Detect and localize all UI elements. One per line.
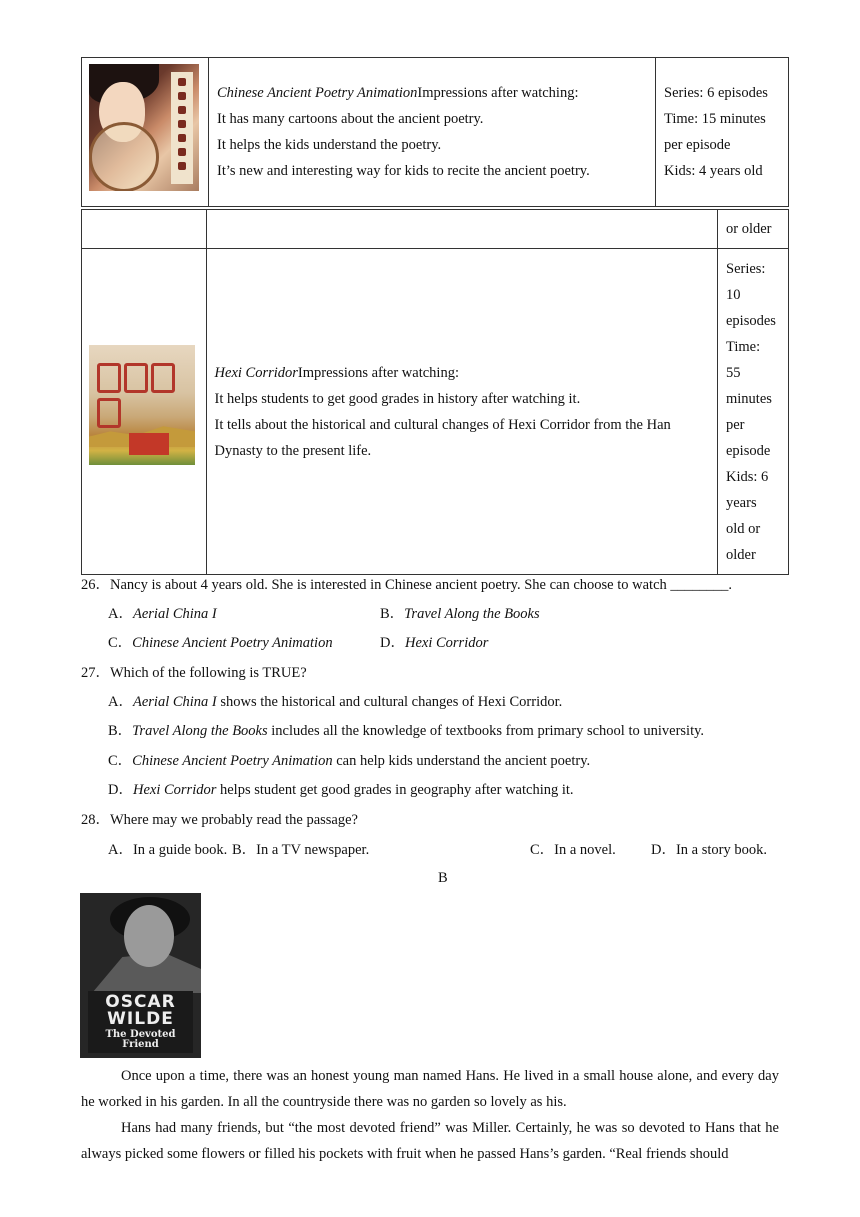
option-letter: B． [380,606,405,622]
question-27-stem: 27．Which of the following is TRUE? [81,665,307,681]
info-line: per episode [664,137,731,153]
q26-option-d[interactable] [380,633,488,653]
option-letter: C． [108,635,133,651]
q26-option-a[interactable] [108,604,217,624]
option-title: Chinese Ancient Poetry Animation [132,753,333,769]
info-line: per [726,416,745,433]
impression-line: It tells about the historical and cultural changes of Hexi Corridor from the Han [214,416,671,433]
impressions-label: Impressions after watching: [417,85,579,101]
option-letter: D． [108,782,133,798]
q27-option-b[interactable] [108,721,704,741]
picture-cell [82,210,207,249]
info-line: 55 [726,364,741,381]
q27-option-c[interactable] [108,751,590,771]
option-text: Travel Along the Books [404,606,540,622]
question-26-stem: 26．Nancy is about 4 years old. She is interested in Chinese ancient poetry. She can choose to watch ________. [81,577,733,593]
impression-line: It helps students to get good grades in history after watching it. [214,390,581,407]
info-line: years [726,494,757,511]
poetry-animation-poster [89,64,199,191]
impression-line: It helps the kids understand the poetry. [217,137,442,153]
description-cell [206,210,717,249]
impression-line: It’s new and interesting way for kids to recite the ancient poetry. [217,163,590,179]
program-title: Hexi Corridor [214,364,298,381]
section-heading: B [438,870,448,886]
option-text: Chinese Ancient Poetry Animation [132,635,333,651]
q27-option-a[interactable] [108,692,562,712]
passage-paragraph: Once upon a time, there was an honest young man named Hans. He lived in a small house alone, and every day he worked in his garden. In all the countryside there was no garden so lovely as his. [81,1068,779,1110]
q28-option-c[interactable]: C．In a novel. [530,842,616,858]
option-text: includes all the knowledge of textbooks from primary school to university. [267,723,705,739]
passage-paragraph: Hans had many friends, but “the most devoted friend” was Miller. Certainly, he was so devoted to Hans that he always picked some flowers or filled his pockets with fruit when he passed Hans’s garden. “Real friends should [81,1120,779,1162]
impression-line: It has many cartoons about the ancient poetry. [217,111,484,127]
description-cell [206,249,717,575]
option-title: Travel Along the Books [132,723,268,739]
option-title: Hexi Corridor [132,782,217,798]
info-cell [718,249,789,575]
info-cell [656,58,789,207]
info-line: minutes [726,390,772,407]
description-cell [209,58,656,207]
option-title: Aerial China I [132,694,217,710]
info-line: episode [726,442,771,459]
info-line: Kids: 4 years old [664,163,763,179]
info-line: Kids: 6 [726,468,769,485]
q28-option-a[interactable]: A．In a guide book. [108,842,228,858]
hexi-corridor-poster [89,345,195,465]
q26-option-b[interactable] [380,604,540,624]
info-line: old or [726,520,761,537]
info-line: Time: [726,338,761,355]
info-line: episodes [726,312,776,329]
book-title: The Devoted Friend [105,1029,176,1050]
option-text: helps student get good grades in geography after watching it. [216,782,574,798]
q27-option-d[interactable] [108,780,574,800]
option-text: shows the historical and cultural changes of Hexi Corridor. [216,694,563,710]
option-text: Aerial China I [132,606,217,622]
info-line: 10 [726,286,741,303]
info-line: Series: [726,260,766,277]
impressions-label: Impressions after watching: [297,364,459,381]
info-line: Time: 15 minutes [664,111,766,127]
option-letter: D． [380,635,405,651]
info-cell [718,210,789,249]
option-text: Hexi Corridor [404,635,489,651]
question-28-stem: 28．Where may we probably read the passage? [81,812,358,828]
book-author: OSCAR WILDE [105,992,176,1029]
option-letter: A． [108,694,133,710]
option-text: can help kids understand the ancient poetry. [332,753,591,769]
option-letter: A． [108,606,133,622]
option-letter: C． [108,753,133,769]
option-letter: B． [108,723,133,739]
q26-option-c[interactable] [108,633,333,653]
info-line: Series: 6 episodes [664,85,768,101]
impression-line: Dynasty to the present life. [214,442,372,459]
info-line: older [726,546,756,563]
program-title: Chinese Ancient Poetry Animation [217,85,418,101]
q28-option-d[interactable]: D．In a story book. [651,842,767,858]
info-line: or older [726,221,772,237]
book-cover-image [80,893,201,1058]
q28-option-b[interactable]: B．In a TV newspaper. [232,842,370,858]
